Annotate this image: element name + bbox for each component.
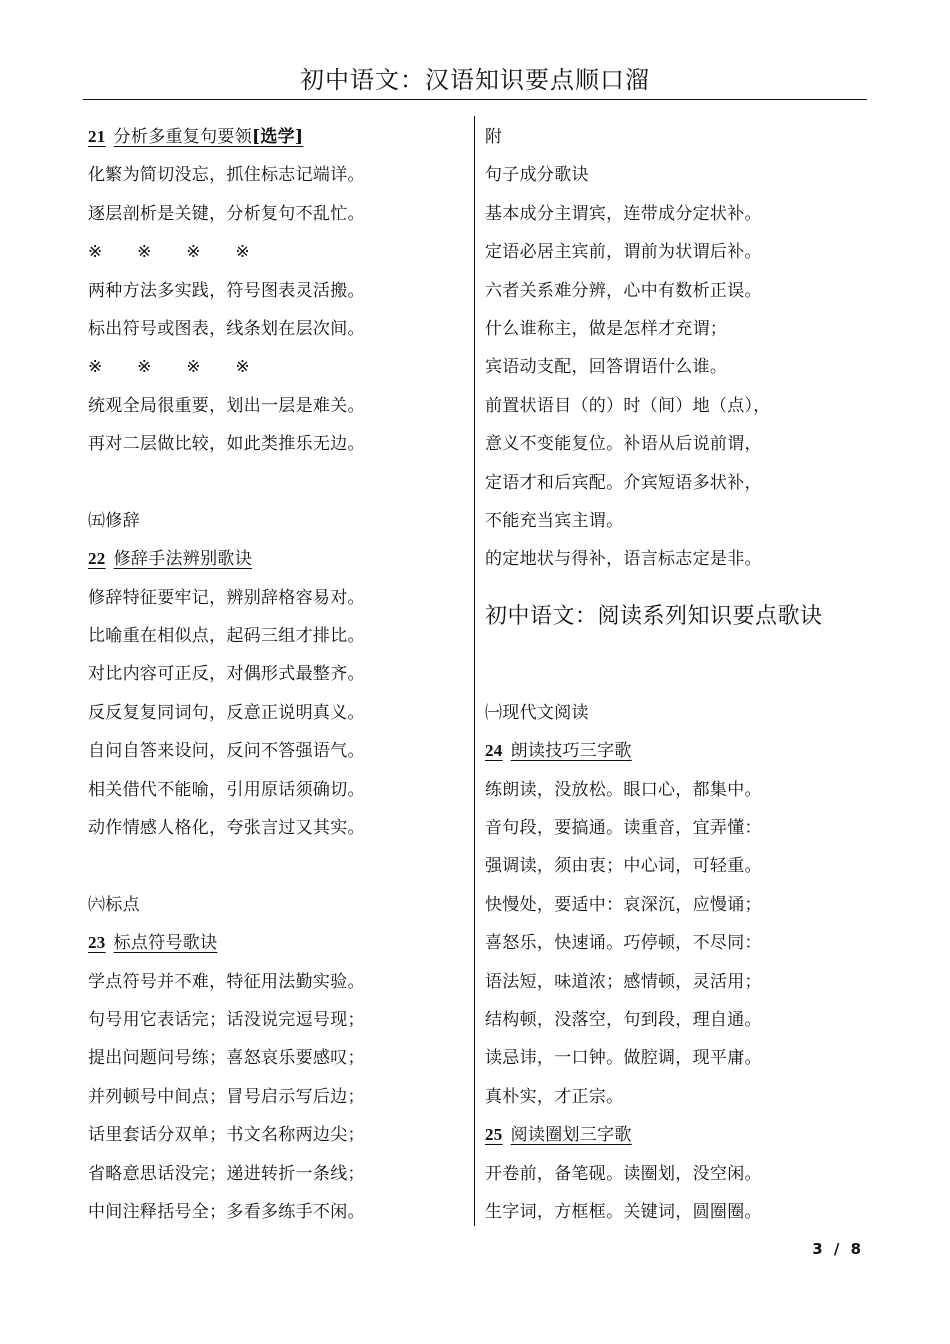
reading-series-title: 初中语文：阅读系列知识要点歌诀 [485, 603, 823, 629]
right-column [485, 118, 865, 1231]
verse-line: 意义不变能复位。补语从后说前谓， [485, 434, 762, 455]
verse-line: 再对二层做比较，如此类推乐无边。 [88, 434, 365, 455]
verse-line: 定语才和后宾配。介宾短语多状补， [485, 472, 762, 493]
verse-line: 音句段，要搞通。读重音，宜弄懂： [485, 818, 762, 839]
category-heading-modern-reading: ㈠现代文阅读 [485, 702, 589, 723]
verse-line: 两种方法多实践，符号图表灵活搬。 [88, 280, 365, 301]
verse-line: 动作情感人格化，夸张言过又其实。 [88, 818, 365, 839]
verse-line: 自问自答来设问，反问不答强语气。 [88, 741, 365, 762]
verse-line: 基本成分主谓宾，连带成分定状补。 [485, 203, 762, 224]
verse-line: 学点符号并不难，特征用法勤实验。 [88, 971, 365, 992]
verse-line: 的定地状与得补，语言标志定是非。 [485, 549, 762, 570]
verse-line: 化繁为简切没忘，抓住标志记端详。 [88, 165, 365, 186]
category-heading-rhetoric: ㈤修辞 [88, 510, 140, 531]
verse-line: 标出符号或图表，线条划在层次间。 [88, 318, 365, 339]
verse-line: 真朴实，才正宗。 [485, 1086, 624, 1107]
blank-line [485, 655, 865, 693]
verse-line: 话里套话分双单；书文名称两边尖； [88, 1125, 365, 1146]
sentence-components-title: 句子成分歌诀 [485, 165, 589, 186]
verse-line: 练朗读，没放松。眼口心，都集中。 [485, 779, 762, 800]
verse-line: 结构顿，没落空，句到段，理自通。 [485, 1010, 762, 1030]
verse-line: 中间注释括号全；多看多练手不闲。 [88, 1201, 365, 1222]
page-header-title: 初中语文：汉语知识要点顺口溜 [300, 66, 650, 94]
verse-line: 宾语动支配，回答谓语什么谁。 [485, 357, 728, 378]
verse-line: 强调读，须由衷；中心词，可轻重。 [485, 856, 762, 877]
verse-line: 统观全局很重要，划出一层是难关。 [88, 395, 365, 416]
verse-line: 对比内容可正反，对偶形式最整齐。 [88, 664, 365, 685]
left-column [88, 118, 468, 1231]
section-25-title-text: 阅读圈划三字歌 [510, 1125, 632, 1146]
section-21-title [88, 118, 468, 156]
section-23-number: 23 [88, 933, 106, 953]
header-rule [83, 99, 867, 100]
verse-line: 逐层剖析是关键，分析复句不乱忙。 [88, 203, 365, 224]
verse-line: 前置状语目（的）时（间）地（点）， [485, 395, 771, 416]
verse-line: 读忌讳，一口钟。做腔调，现平庸。 [485, 1048, 762, 1069]
section-25-title [485, 1116, 865, 1154]
verse-line: 并列顿号中间点；冒号启示写后边； [88, 1086, 365, 1107]
verse-line: 开卷前，备笔砚。读圈划，没空闲。 [485, 1163, 762, 1184]
blank-line [88, 464, 468, 502]
section-22-number: 22 [88, 549, 106, 569]
section-23-title-text: 标点符号歌诀 [113, 933, 218, 954]
separator-line: ※ ※ ※ ※ [88, 357, 250, 378]
verse-line: 定语必居主宾前，谓前为状谓后补。 [485, 242, 762, 263]
separator-line: ※ ※ ※ ※ [88, 242, 250, 263]
category-heading-punctuation: ㈥标点 [88, 894, 140, 915]
verse-line: 提出问题问号练；喜怒哀乐要感叹； [88, 1048, 365, 1069]
verse-line: 不能充当宾主谓。 [485, 510, 624, 531]
verse-line: 比喻重在相似点，起码三组才排比。 [88, 626, 365, 647]
verse-line: 省略意思话没完；递进转折一条线； [88, 1163, 365, 1184]
verse-line: 什么谁称主，做是怎样才充谓； [485, 318, 728, 339]
blank-line [88, 847, 468, 885]
verse-line: 相关借代不能喻，引用原话须确切。 [88, 779, 365, 800]
section-21-title-text: 分析多重复句要领 [113, 127, 253, 147]
verse-line: 快慢处，要适中：哀深沉，应慢诵； [485, 894, 762, 915]
section-24-title-text: 朗读技巧三字歌 [510, 741, 632, 762]
verse-line: 喜怒乐，快速诵。巧停顿，不尽同： [485, 933, 762, 954]
section-21-tag: [选学] [252, 127, 304, 147]
section-23-title [88, 924, 468, 962]
verse-line: 反反复复同词句，反意正说明真义。 [88, 702, 365, 723]
section-24-number: 24 [485, 741, 503, 761]
section-22-title [88, 540, 468, 578]
page-number: 3 / 8 [812, 1240, 864, 1258]
appendix-label: 附 [485, 127, 503, 147]
column-divider [474, 116, 475, 1226]
section-25-number: 25 [485, 1125, 503, 1145]
verse-line: 六者关系难分辨，心中有数析正误。 [485, 280, 762, 301]
section-22-title-text: 修辞手法辨别歌诀 [113, 549, 253, 570]
verse-line: 生字词，方框框。关键词，圆圈圈。 [485, 1201, 762, 1222]
section-24-title [485, 732, 865, 770]
verse-line: 修辞特征要牢记，辨别辞格容易对。 [88, 587, 365, 608]
verse-line: 语法短，味道浓；感情顿，灵活用； [485, 971, 762, 992]
verse-line: 句号用它表话完；话没说完逗号现； [88, 1009, 365, 1030]
section-21-number: 21 [88, 127, 106, 146]
